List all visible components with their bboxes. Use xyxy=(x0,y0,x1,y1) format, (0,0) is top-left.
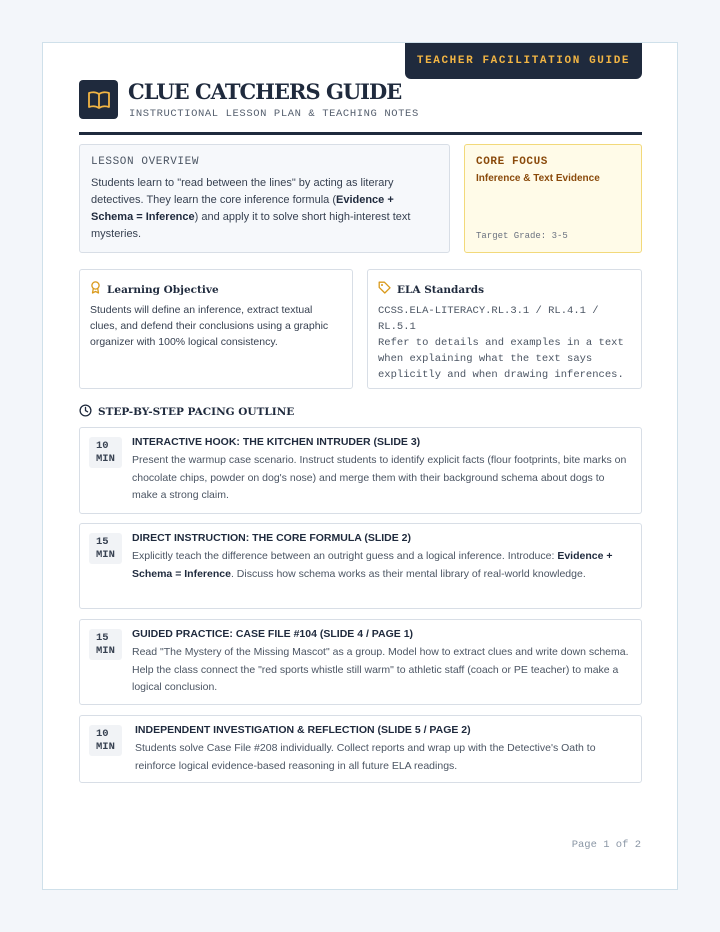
pacing-step-hook xyxy=(79,427,642,514)
core-focus-panel xyxy=(464,144,642,253)
award-icon xyxy=(90,281,101,299)
learning-objective-title: Learning Objective xyxy=(107,284,219,296)
overview-text-b: ) and apply it to solve short high-interest text mysteries. xyxy=(91,211,411,240)
step-formula: Evidence + Schema = Inference xyxy=(132,550,613,580)
duration-badge: 10 MIN xyxy=(89,437,122,468)
step-title: INTERACTIVE HOOK: THE KITCHEN INTRUDER (SLIDE 3) xyxy=(132,436,421,448)
pacing-outline-heading xyxy=(79,404,294,420)
page-subtitle: INSTRUCTIONAL LESSON PLAN & TEACHING NOTES xyxy=(129,108,419,120)
step-title: DIRECT INSTRUCTION: THE CORE FORMULA (SLIDE 2) xyxy=(132,532,412,544)
step-description: Present the warmup case scenario. Instruct students to identify explicit facts (flour footprints, bite marks on chocolate chips, powder on dog's nose) and merge them with their background schema about dogs to make a strong claim. xyxy=(132,454,627,501)
lesson-overview-heading: LESSON OVERVIEW xyxy=(91,156,200,168)
pacing-step-independent-investigation xyxy=(79,715,642,783)
ela-standards-card xyxy=(367,269,642,389)
learning-objective-text: Students will define an inference, extract textual clues, and defend their conclusions using a graphic organizer with 100% logical consistency. xyxy=(90,304,329,348)
book-icon xyxy=(79,80,118,119)
page-number: Page 1 of 2 xyxy=(571,839,641,851)
overview-formula: Evidence + Schema = Inference xyxy=(91,194,394,223)
core-focus-heading: CORE FOCUS xyxy=(476,156,549,168)
standards-description: Refer to details and examples in a text when explaining what the text says explicitly and when drawing inferences. xyxy=(378,337,624,381)
standards-code: CCSS.ELA-LITERACY.RL.3.1 / RL.4.1 / RL.5.1 xyxy=(378,305,599,333)
facilitation-guide-tab: TEACHER FACILITATION GUIDE xyxy=(405,43,642,79)
ela-standards-title: ELA Standards xyxy=(397,284,484,296)
header-divider xyxy=(79,132,642,135)
lesson-overview-text xyxy=(91,175,438,243)
duration-badge: 15 MIN xyxy=(89,533,122,564)
duration-badge: 15 MIN xyxy=(89,629,122,660)
tag-icon xyxy=(378,281,391,299)
step-title: GUIDED PRACTICE: CASE FILE #104 (SLIDE 4 / PAGE 1) xyxy=(132,628,414,640)
lesson-overview-panel xyxy=(79,144,450,253)
core-focus-subheading: Inference & Text Evidence xyxy=(476,173,600,184)
step-description: Read "The Mystery of the Missing Mascot" as a group. Model how to extract clues and write down schema. Help the class connect the "red sports whistle still warm" to athletic staff (coach or PE teacher) to make a logical conclusion. xyxy=(132,646,629,693)
pacing-outline-label: STEP-BY-STEP PACING OUTLINE xyxy=(98,406,295,418)
step-title: INDEPENDENT INVESTIGATION & REFLECTION (SLIDE 5 / PAGE 2) xyxy=(135,724,471,736)
learning-objective-card xyxy=(79,269,353,389)
step-description xyxy=(132,548,629,583)
clock-icon xyxy=(79,404,92,420)
page-title: CLUE CATCHERS GUIDE xyxy=(128,79,402,104)
step-text-b: . Discuss how schema works as their mental library of real-world knowledge. xyxy=(230,567,586,580)
lesson-page xyxy=(42,42,678,890)
pacing-step-direct-instruction xyxy=(79,523,642,609)
target-grade: Target Grade: 3-5 xyxy=(476,231,568,241)
step-description: Students solve Case File #208 individually. Collect reports and wrap up with the Detective's Oath to reinforce logical evidence-based reasoning in all future ELA readings. xyxy=(135,742,596,772)
duration-badge: 10 MIN xyxy=(89,725,122,756)
overview-text-a: Students learn to "read between the lines" by acting as literary detectives. They learn the core inference formula ( xyxy=(91,177,394,206)
pacing-step-guided-practice xyxy=(79,619,642,705)
step-text-a: Explicitly teach the difference between an outright guess and a logical inference. Introduce: xyxy=(132,550,558,562)
